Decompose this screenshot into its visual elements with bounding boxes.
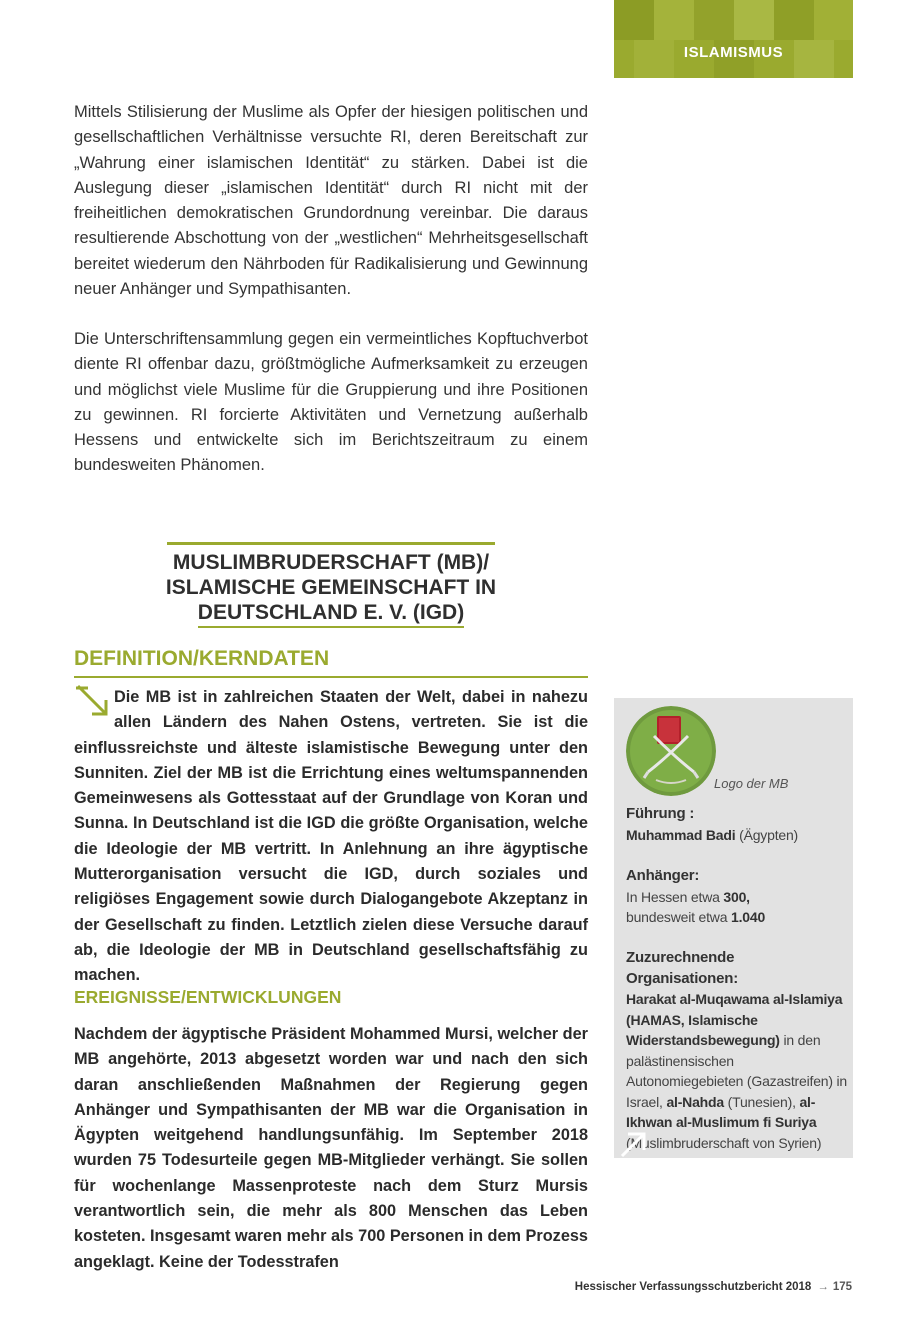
intro-paragraph-2: Die Unterschriftensammlung gegen ein vermeintliches Kopftuchverbot diente RI offenbar dazu, größtmögliche Aufmerksamkeit zu erzeugen und möglichst viele Muslime für die Gruppierung und ihre Positionen zu gewinnen. RI forcierte Aktivitäten und Vernetzung außerhalb Hessens und entwickelte sich im Berichtszeitraum zu einem bundesweiten Phänomen. <box>74 330 588 475</box>
followers-hesse-value: 300, <box>723 888 750 905</box>
page-footer <box>575 1281 852 1293</box>
followers-block <box>626 866 848 928</box>
org-hamas-name: Harakat al-Muqawama al-Islamiya (HAMAS, Islamische Widerstandsbewegung) <box>626 991 843 1048</box>
headline-top-rule <box>167 542 495 545</box>
tab-pattern-square <box>694 0 734 40</box>
page-number: 175 <box>832 1281 852 1293</box>
headline-line-3: DEUTSCHLAND E. V. (IGD) <box>198 600 464 628</box>
organisations-label: Zuzurechnende Organisationen: <box>626 949 739 987</box>
mb-logo-image <box>626 706 716 796</box>
organisations-block <box>626 948 848 1153</box>
org-nahda-detail: (Tunesien), <box>727 1093 796 1110</box>
section-headline <box>74 542 588 628</box>
tab-pattern-square <box>654 0 694 40</box>
section-tab-label: ISLAMISMUS <box>683 44 784 61</box>
org-ikhwan-detail: (Muslimbruderschaft von Syrien) <box>626 1134 822 1151</box>
fact-sidebar <box>614 698 853 1158</box>
arrow-up-right-icon <box>618 1130 648 1160</box>
leadership-label: Führung : <box>626 805 695 822</box>
followers-federal-prefix: bundesweit etwa <box>626 909 728 925</box>
leadership-name: Muhammad Badi <box>626 826 736 843</box>
arrow-right-icon: → <box>817 1281 829 1293</box>
section-tab <box>614 0 853 78</box>
leadership-block <box>626 804 848 845</box>
org-ikhwan-name: al-Ikhwan al-Muslimum fi Suriya <box>626 1093 817 1130</box>
definition-heading: DEFINITION/KERNDATEN <box>74 647 588 678</box>
leadership-country: (Ägypten) <box>739 826 799 843</box>
headline-line-2: ISLAMISCHE GEMEINSCHAFT IN <box>165 576 497 599</box>
publication-title: Hessischer Verfassungsschutzbericht 2018 <box>574 1281 812 1293</box>
events-text: Nachdem der ägyptische Präsident Mohammed Mursi, welcher der MB angehörte, 2013 abgesetzt worden war und nach den sich daran anschließenden Maßnahmen der Regierung gegen Anhänger und Sympathisanten der MB war die Organisation in Ägypten weitgehend handlungsunfähig. Im September 2018 wurden 75 Todesurteile gegen MB-Mitglieder verhängt. Sie sollen für wochenlange Massenproteste nach dem Sturz Mursis verantwortlich sein, die mehr als 800 Menschen das Leben kosteten. Insgesamt waren mehr als 700 Personen in dem Prozess angeklagt. Keine der Todesstrafen <box>74 1025 588 1271</box>
followers-federal-value: 1.040 <box>731 909 766 925</box>
tab-pattern-square <box>774 0 814 40</box>
org-hamas-detail: in den palästinensischen Autonomiegebieten (Gazastreifen) in Israel, <box>626 1032 848 1110</box>
intro-paragraph-1: Mittels Stilisierung der Muslime als Opfer der hiesigen politischen und gesellschaftlichen Verhältnisse versuchte RI, deren Bereitschaft zur „Wahrung einer islamischen Identität“ zu stärken. Dabei ist die Auslegung dieser „islamischen Identität“ durch RI nicht mit der freiheitlichen demokratischen Grundordnung vereinbar. Die daraus resultierende Abschottung von der „westlichen“ Mehrheitsgesellschaft bereitet wiederum den Nährboden für Radikalisierung und Gewinnung neuer Anhänger und Sympathisanten. <box>74 103 588 299</box>
headline-line-1: MUSLIMBRUDERSCHAFT (MB)/ <box>172 551 490 574</box>
followers-label: Anhänger: <box>626 867 700 884</box>
definition-text <box>74 685 588 989</box>
followers-hesse-prefix: In Hessen etwa <box>626 888 720 905</box>
definition-text-body: Die MB ist in zahlreichen Staaten der Welt, dabei in nahezu allen Ländern des Nahen Ostens, vertreten. Sie ist die einflussreichste und älteste islamistische Bewegung unter den Sunniten. Ziel der MB ist die Errichtung eines weltumspannenden Gemeinwesens als Gottesstaat auf der Grundlage von Koran und Sunna. In Deutschland ist die IGD die größte Organisation, welche die Ideologie der MB vertritt. In Anlehnung an ihre ägyptische Mutterorganisation versucht die IGD, durch soziales und religiöses Engagement sowie durch Dialogangebote Akzeptanz in der Gesellschaft zu finden. Letztlich zielen diese Versuche darauf ab, die Ideologie der MB in Deutschland gesellschaftsfähig zu machen. <box>74 688 588 985</box>
tab-pattern-square <box>734 0 774 40</box>
tab-pattern-square <box>614 0 654 40</box>
org-nahda-name: al-Nahda <box>666 1093 724 1110</box>
events-heading: EREIGNISSE/ENTWICKLUNGEN <box>74 987 342 1007</box>
tab-pattern-square <box>814 0 853 40</box>
logo-caption: Logo der MB <box>714 776 789 791</box>
